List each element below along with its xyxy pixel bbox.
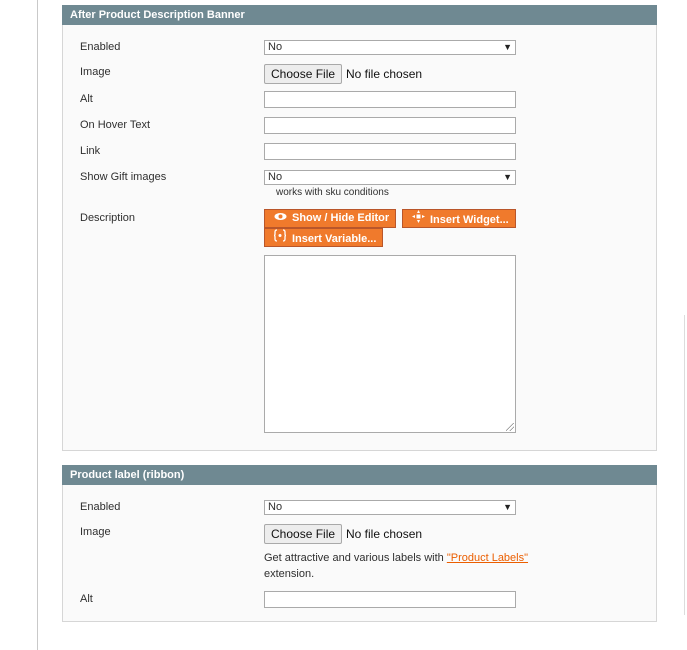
image-label: Image	[80, 526, 111, 538]
section-title: Product label (ribbon)	[62, 465, 657, 485]
resize-grip-icon[interactable]	[506, 423, 514, 431]
gift-images-select[interactable]	[264, 170, 516, 185]
insert-variable-button[interactable]	[264, 228, 383, 247]
widget-icon	[411, 210, 425, 229]
gift-select-value: No	[268, 171, 283, 183]
info-suffix: extension.	[264, 568, 315, 580]
section-title: After Product Description Banner	[62, 5, 657, 25]
insert-widget-button[interactable]	[402, 209, 516, 228]
gift-images-label: Show Gift images	[80, 171, 167, 183]
description-textarea[interactable]	[264, 255, 516, 433]
choose-file-button[interactable]: Choose File	[264, 64, 342, 84]
enabled-select-value: No	[268, 501, 283, 513]
enabled-select[interactable]	[264, 40, 516, 55]
link-input[interactable]	[264, 143, 516, 160]
left-border	[37, 0, 38, 650]
description-label: Description	[80, 212, 136, 224]
insert-variable-label: Insert Variable...	[292, 233, 377, 245]
choose-file-button[interactable]: Choose File	[264, 524, 342, 544]
hover-text-label: On Hover Text	[80, 119, 151, 131]
enabled-select-value: No	[268, 41, 283, 53]
chevron-down-icon: ▼	[503, 172, 512, 182]
chevron-down-icon: ▼	[503, 502, 512, 512]
enabled-label: Enabled	[80, 501, 121, 513]
alt-input[interactable]	[264, 591, 516, 608]
product-label-section	[62, 465, 657, 622]
link-label: Link	[80, 145, 101, 157]
enabled-label: Enabled	[80, 41, 121, 53]
product-labels-info	[264, 550, 534, 582]
alt-input[interactable]	[264, 91, 516, 108]
product-labels-link[interactable]: "Product Labels"	[446, 552, 529, 564]
show-hide-editor-label: Show / Hide Editor	[292, 212, 390, 224]
file-status: No file chosen	[346, 527, 423, 541]
info-prefix: Get attractive and various labels with	[264, 552, 444, 564]
right-border	[684, 315, 685, 615]
show-hide-editor-button[interactable]	[264, 209, 396, 228]
gift-note: works with sku conditions	[276, 187, 389, 198]
chevron-down-icon: ▼	[503, 42, 512, 52]
enabled-select[interactable]	[264, 500, 516, 515]
alt-label: Alt	[80, 93, 93, 105]
hover-text-input[interactable]	[264, 117, 516, 134]
eye-icon	[273, 210, 287, 227]
variable-icon	[273, 229, 287, 248]
alt-label: Alt	[80, 593, 93, 605]
insert-widget-label: Insert Widget...	[430, 214, 509, 226]
image-label: Image	[80, 66, 111, 78]
file-status: No file chosen	[346, 67, 423, 81]
after-product-description-banner-section	[62, 5, 657, 451]
